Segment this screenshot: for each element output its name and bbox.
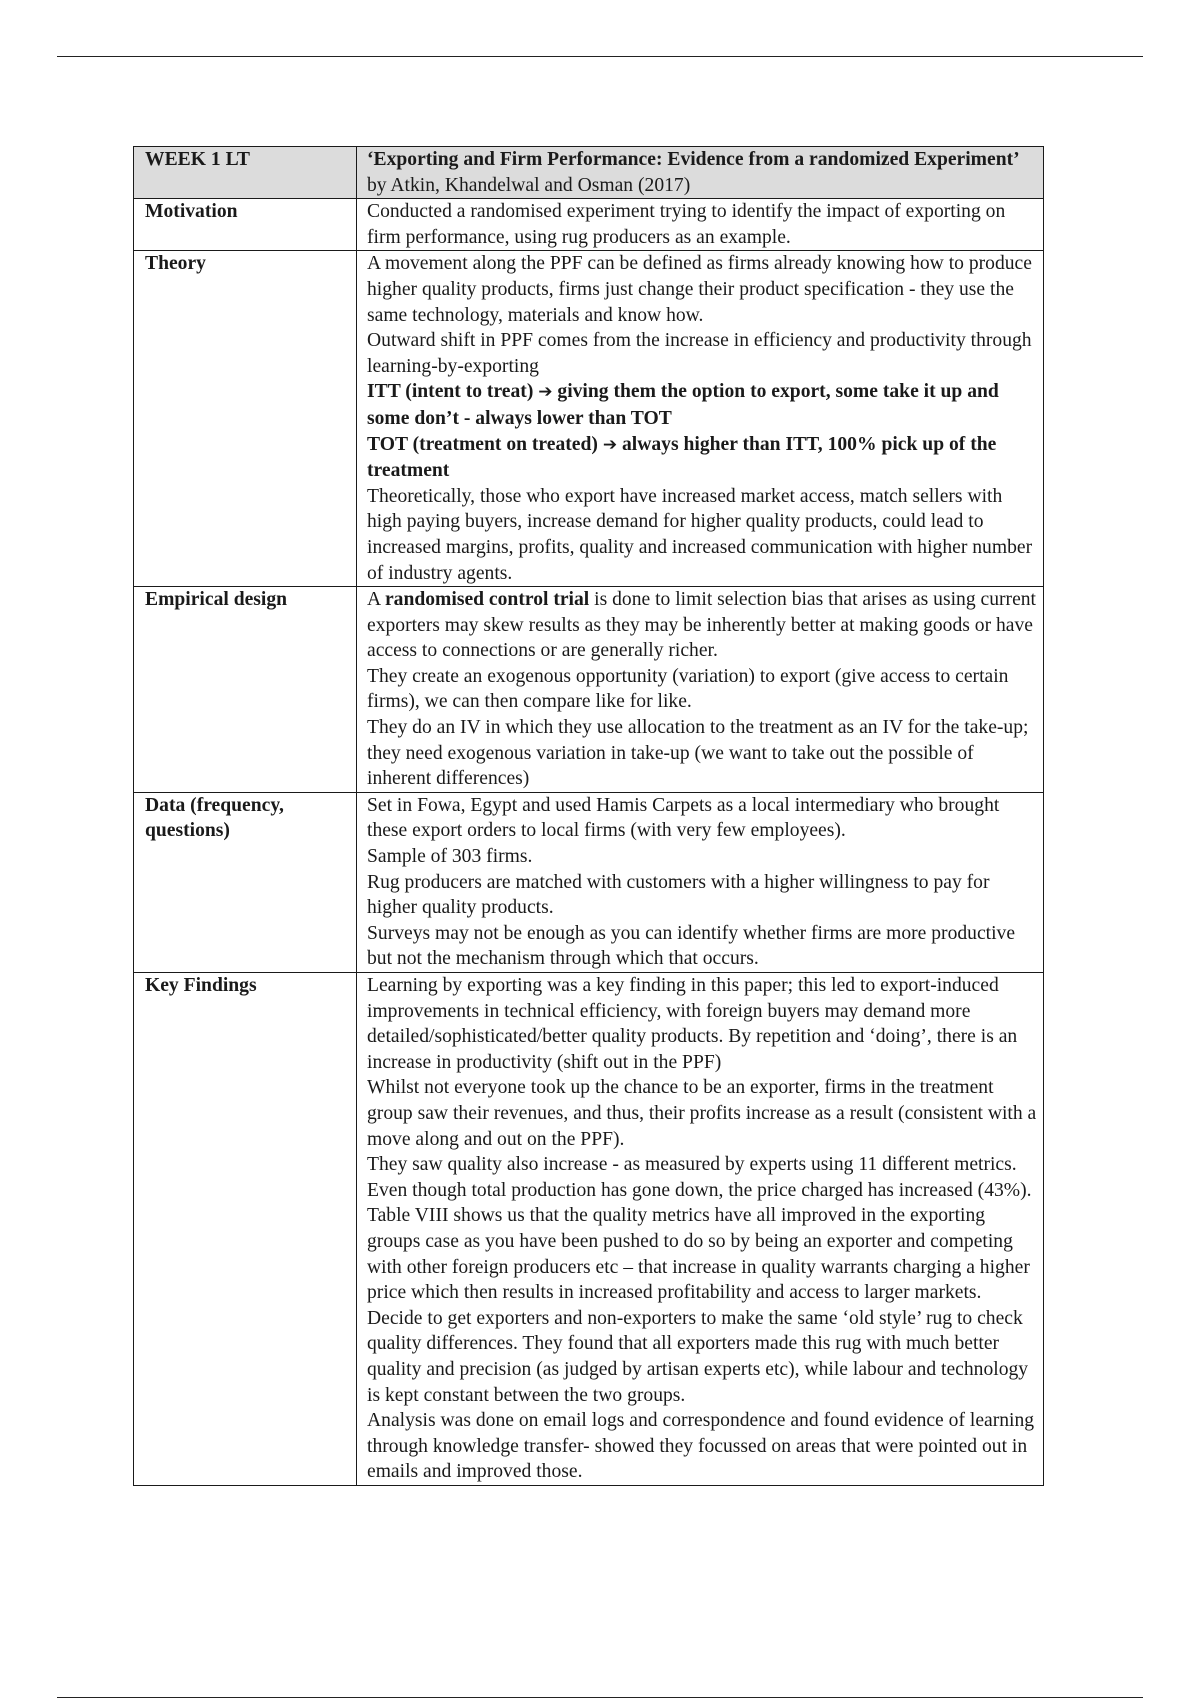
empirical-design-content [357,587,1044,793]
row-key-findings [134,973,1044,1486]
theory-label: Theory [134,251,357,587]
theory-paragraph: A movement along the PPF can be defined as firms already knowing how to produce higher quality products, firms just change their product specification - they use the same technology, materials and know how. [367,253,1032,326]
findings-paragraph: Whilst not everyone took up the chance to be an exporter, firms in the treatment group saw their revenues, and thus, their profits increase as a result (consistent with a move along and out on the PPF). [367,1077,1037,1150]
lecture-notes-table [133,146,1044,1486]
tot-definition: TOT (treatment on treated) ➔ always higher than ITT, 100% pick up of the treatment [367,433,997,482]
data-paragraph: Rug producers are matched with customers with a higher willingness to pay for higher quality products. [367,871,990,919]
findings-paragraph: Even though total production has gone down, the price charged has increased (43%). Table VIII shows us that the quality metrics have all improved in the exporting groups case as you have been pushed to do so by being an exporter and competing with other foreign producers etc – that increase in quality warrants charging a higher price which then results in increased profitability and access to larger markets. [367,1179,1032,1304]
key-findings-content [357,973,1044,1486]
theory-paragraph: Outward shift in PPF comes from the increase in efficiency and productivity through learning-by-exporting [367,330,1032,377]
empirical-paragraph: They do an IV in which they use allocation to the treatment as an IV for the take-up; they need exogenous variation in take-up (we want to take out the possible of inherent differences) [367,717,1029,790]
arrow-icon: ➔ [538,382,553,403]
row-motivation [134,199,1044,251]
findings-paragraph: Analysis was done on email logs and correspondence and found evidence of learning through knowledge transfer- showed they focussed on areas that were pointed out in emails and improved those. [367,1410,1035,1483]
theory-paragraph: Theoretically, those who export have increased market access, match sellers with high paying buyers, increase demand for higher quality products, could lead to increased margins, profits, quality and increased communication with higher number of industry agents. [367,485,1033,584]
theory-content [357,251,1044,587]
week-label: WEEK 1 LT [134,147,357,199]
paper-authors: by Atkin, Khandelwal and Osman (2017) [367,174,691,196]
empirical-design-label: Empirical design [134,587,357,793]
findings-paragraph: Learning by exporting was a key finding in this paper; this led to export-induced improvements in technical efficiency, with foreign buyers may demand more detailed/sophisticated/better quality products. By repetition and ‘doing’, there is an increase in productivity (shift out in the PPF) [367,975,1018,1073]
motivation-text: Conducted a randomised experiment trying to identify the impact of exporting on firm performance, using rug producers as an example. [357,199,1044,251]
empirical-paragraph: They create an exogenous opportunity (variation) to export (give access to certain firms), we can then compare like for like. [367,665,1009,713]
data-label: Data (frequency, questions) [134,792,357,972]
paper-title [357,147,1044,199]
data-content [357,792,1044,972]
data-paragraph: Surveys may not be enough as you can identify whether firms are more productive but not the mechanism through which that occurs. [367,922,1016,970]
row-data [134,792,1044,972]
findings-paragraph: They saw quality also increase - as measured by experts using 11 different metrics. [367,1154,1017,1176]
motivation-label: Motivation [134,199,357,251]
footer-rule [57,1697,1143,1698]
row-theory [134,251,1044,587]
data-paragraph: Sample of 303 firms. [367,846,533,868]
data-paragraph: Set in Fowa, Egypt and used Hamis Carpets as a local intermediary who brought these export orders to local firms (with very few employees). [367,794,1000,842]
arrow-icon: ➔ [602,434,618,455]
itt-definition: ITT (intent to treat) ➔ giving them the option to export, some take it up and some don’t - always lower than TOT [367,381,999,429]
row-empirical-design [134,587,1044,793]
findings-paragraph: Decide to get exporters and non-exporters to make the same ‘old style’ rug to check quality differences. They found that all exporters made this rug with much better quality and precision (as judged by artisan experts etc), while labour and technology is kept constant between the two groups. [367,1307,1029,1406]
empirical-paragraph: A randomised control trial is done to limit selection bias that arises as using current exporters may skew results as they may be inherently better at making goods or have access to connections or are generally richer. [367,589,1037,662]
table-header-row [134,147,1044,199]
paper-title-bold: ‘Exporting and Firm Performance: Evidence from a randomized Experiment’ [367,149,1020,170]
header-rule [57,56,1143,57]
rct-term: randomised control trial [384,589,590,611]
key-findings-label: Key Findings [134,973,357,1486]
